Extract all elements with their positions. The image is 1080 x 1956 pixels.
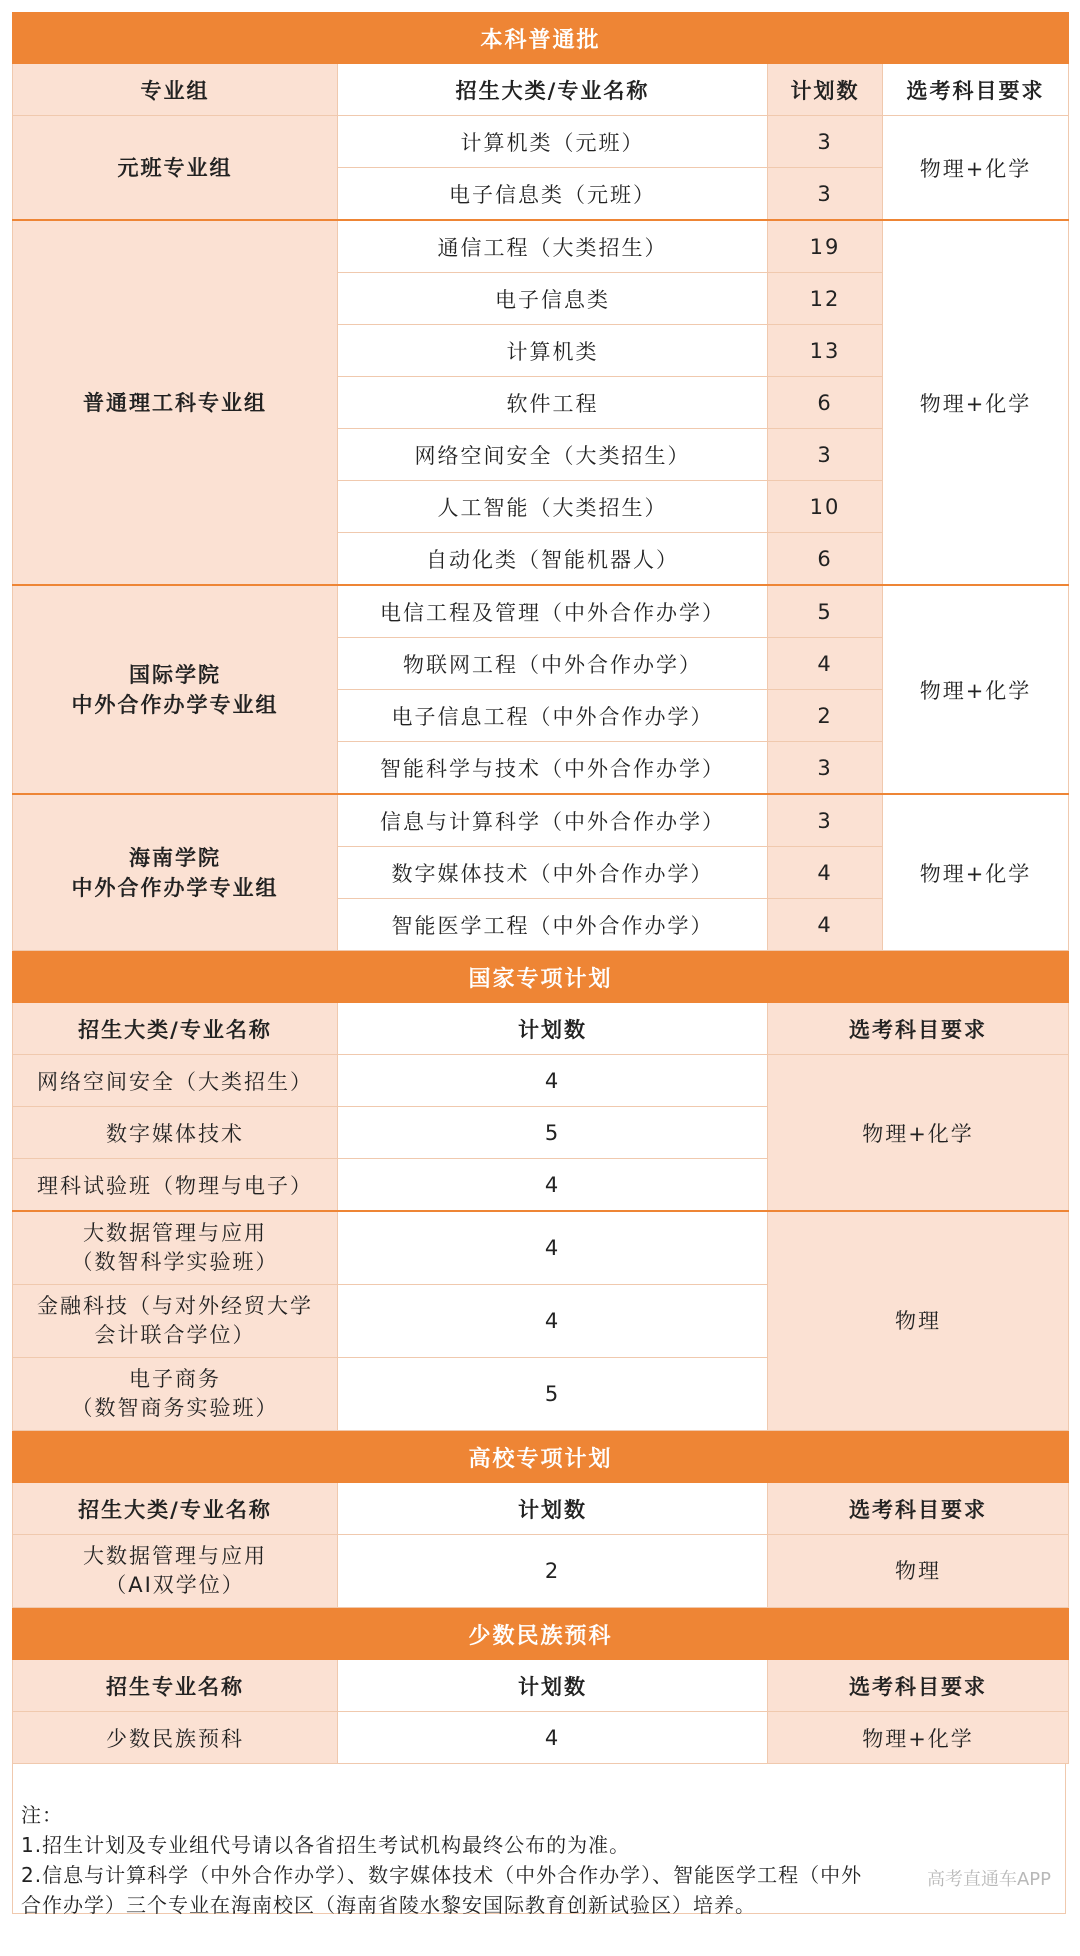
table-row: [13, 1535, 1069, 1608]
text-line: 电子商务: [129, 1367, 221, 1391]
requirement-cell: 物理+化学: [883, 220, 1069, 585]
section-title-minority: 少数民族预科: [13, 1609, 1069, 1660]
major-name-cell: 网络空间安全（大类招生）: [338, 429, 768, 481]
major-name-cell: [13, 1107, 338, 1159]
text-line: 网络空间安全（大类招生）: [37, 1069, 313, 1094]
text-line: 中外合作办学专业组: [71, 875, 279, 900]
requirement-cell: 物理+化学: [883, 794, 1069, 951]
text-line: （AI双学位）: [105, 1573, 245, 1597]
text-line: （数智商务实验班）: [71, 1396, 279, 1420]
plan-count-cell: 3: [768, 168, 883, 221]
header-requirement: 选考科目要求: [768, 1660, 1069, 1712]
enrollment-plan: [12, 12, 1068, 1917]
requirement-cell: 物理: [768, 1535, 1069, 1608]
plan-count-cell: 3: [768, 116, 883, 168]
header-count: 计划数: [338, 1660, 768, 1712]
group-name-cell: [13, 116, 338, 221]
major-name-cell: 信息与计算科学（中外合作办学）: [338, 794, 768, 847]
text-line: 理科试验班（物理与电子）: [37, 1173, 313, 1198]
minority-prep-table: [12, 1608, 1069, 1764]
major-name-cell: [13, 1712, 338, 1764]
text-line: 大数据管理与应用: [83, 1221, 267, 1245]
major-name-cell: [13, 1358, 338, 1431]
text-line: 元班专业组: [117, 155, 233, 180]
national-plan-table: [12, 951, 1069, 1431]
group-name-cell: [13, 585, 338, 794]
plan-count-cell: 6: [768, 533, 883, 586]
plan-count-cell: 13: [768, 325, 883, 377]
table-row: [13, 1211, 1069, 1285]
note-line-2: 2.信息与计算科学（中外合作办学）、数字媒体技术（中外合作办学）、智能医学工程（中外: [21, 1863, 863, 1887]
major-name-cell: 通信工程（大类招生）: [338, 220, 768, 273]
note-line-1: 1.招生计划及专业组代号请以各省招生考试机构最终公布的为准。: [21, 1833, 631, 1857]
requirement-cell: 物理: [768, 1211, 1069, 1431]
table-row: [13, 794, 1069, 847]
major-name-cell: 电子信息类（元班）: [338, 168, 768, 221]
major-name-cell: 数字媒体技术（中外合作办学）: [338, 847, 768, 899]
major-name-cell: 智能医学工程（中外合作办学）: [338, 899, 768, 951]
text-line: 金融科技（与对外经贸大学: [37, 1294, 313, 1318]
major-name-cell: [13, 1211, 338, 1285]
header-requirement: 选考科目要求: [883, 64, 1069, 116]
plan-count-cell: 4: [768, 899, 883, 951]
plan-count-cell: 4: [338, 1285, 768, 1358]
major-name-cell: 物联网工程（中外合作办学）: [338, 638, 768, 690]
major-name-cell: 软件工程: [338, 377, 768, 429]
header-count: 计划数: [338, 1483, 768, 1535]
header-requirement: 选考科目要求: [768, 1483, 1069, 1535]
header-major: 招生大类/专业名称: [338, 64, 768, 116]
text-line: 海南学院: [129, 845, 221, 870]
text-line: 大数据管理与应用: [83, 1544, 267, 1568]
group-name-cell: [13, 794, 338, 951]
major-name-cell: [13, 1159, 338, 1212]
plan-count-cell: 4: [338, 1211, 768, 1285]
major-name-cell: 人工智能（大类招生）: [338, 481, 768, 533]
plan-count-cell: 10: [768, 481, 883, 533]
requirement-cell: 物理+化学: [768, 1712, 1069, 1764]
requirement-cell: 物理+化学: [768, 1055, 1069, 1212]
plan-count-cell: 4: [338, 1159, 768, 1212]
header-count: 计划数: [338, 1003, 768, 1055]
plan-count-cell: 3: [768, 429, 883, 481]
plan-count-cell: 3: [768, 742, 883, 795]
regular-batch-table: [12, 12, 1069, 951]
plan-count-cell: 19: [768, 220, 883, 273]
section-title-national: 国家专项计划: [13, 952, 1069, 1003]
plan-count-cell: 4: [338, 1055, 768, 1107]
major-name-cell: 电子信息类: [338, 273, 768, 325]
text-line: 少数民族预科: [106, 1726, 244, 1751]
plan-count-cell: 12: [768, 273, 883, 325]
text-line: 中外合作办学专业组: [71, 692, 279, 717]
major-name-cell: [13, 1535, 338, 1608]
major-name-cell: [13, 1055, 338, 1107]
header-requirement: 选考科目要求: [768, 1003, 1069, 1055]
text-line: 数字媒体技术: [106, 1121, 244, 1146]
plan-count-cell: 5: [338, 1358, 768, 1431]
header-major: 招生大类/专业名称: [13, 1483, 338, 1535]
text-line: （数智科学实验班）: [71, 1250, 279, 1274]
major-name-cell: 计算机类: [338, 325, 768, 377]
plan-count-cell: 5: [338, 1107, 768, 1159]
plan-count-cell: 2: [768, 690, 883, 742]
section-title-university: 高校专项计划: [13, 1432, 1069, 1483]
university-plan-table: [12, 1431, 1069, 1608]
text-line: 会计联合学位）: [94, 1323, 256, 1347]
header-count: 计划数: [768, 64, 883, 116]
major-name-cell: 电信工程及管理（中外合作办学）: [338, 585, 768, 638]
text-line: 国际学院: [129, 662, 221, 687]
major-name-cell: [13, 1285, 338, 1358]
major-name-cell: 电子信息工程（中外合作办学）: [338, 690, 768, 742]
notes-box: [12, 1764, 1066, 1917]
plan-count-cell: 4: [338, 1712, 768, 1764]
plan-count-cell: 5: [768, 585, 883, 638]
header-major: 招生大类/专业名称: [13, 1003, 338, 1055]
table-row: [13, 116, 1069, 168]
text-line: 普通理工科专业组: [83, 390, 267, 415]
plan-count-cell: 4: [768, 847, 883, 899]
table-row: [13, 220, 1069, 273]
major-name-cell: 计算机类（元班）: [338, 116, 768, 168]
header-group: 专业组: [13, 64, 338, 116]
requirement-cell: 物理+化学: [883, 116, 1069, 221]
table-row: [13, 585, 1069, 638]
watermark: 高考直通车APP: [926, 1869, 1051, 1890]
plan-count-cell: 4: [768, 638, 883, 690]
major-name-cell: 自动化类（智能机器人）: [338, 533, 768, 586]
plan-count-cell: 3: [768, 794, 883, 847]
notes-label: 注：: [21, 1803, 63, 1827]
requirement-cell: 物理+化学: [883, 585, 1069, 794]
group-name-cell: [13, 220, 338, 585]
plan-count-cell: 2: [338, 1535, 768, 1608]
note-line-3: 合作办学）三个专业在海南校区（海南省陵水黎安国际教育创新试验区）培养。: [21, 1893, 756, 1917]
table-row: [13, 1712, 1069, 1764]
major-name-cell: 智能科学与技术（中外合作办学）: [338, 742, 768, 795]
plan-count-cell: 6: [768, 377, 883, 429]
table-row: [13, 1055, 1069, 1107]
section-title-regular: 本科普通批: [13, 13, 1069, 64]
header-major: 招生专业名称: [13, 1660, 338, 1712]
